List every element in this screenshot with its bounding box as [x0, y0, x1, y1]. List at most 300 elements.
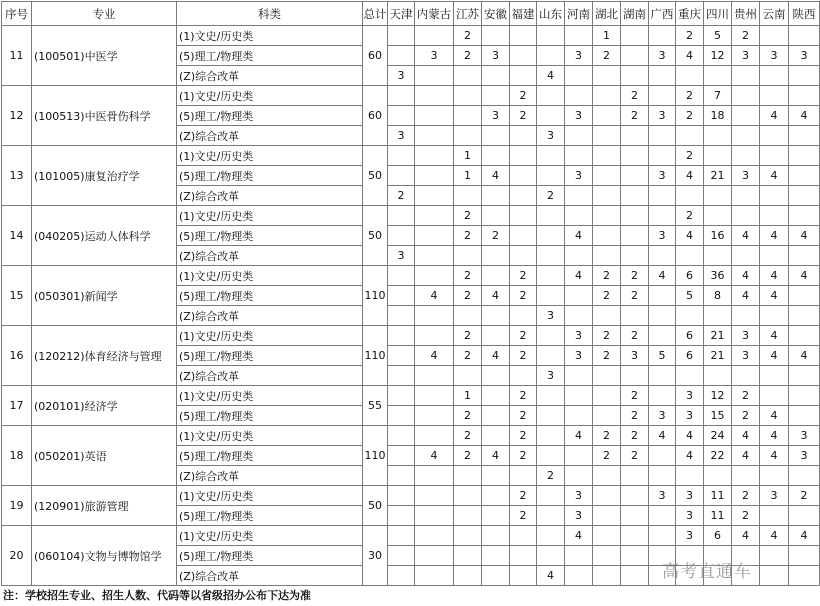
column-header: 科类 — [177, 2, 363, 26]
province-quota-cell: 2 — [510, 426, 537, 446]
province-quota-cell: 3 — [649, 486, 676, 506]
province-quota-cell: 3 — [565, 46, 593, 66]
province-quota-cell: 16 — [704, 226, 732, 246]
province-quota-cell — [621, 506, 649, 526]
table-row — [2, 486, 820, 506]
province-quota-cell: 1 — [454, 146, 482, 166]
table-row — [2, 526, 820, 546]
province-quota-cell: 2 — [593, 326, 621, 346]
province-quota-cell: 2 — [454, 446, 482, 466]
province-quota-cell — [760, 66, 789, 86]
province-quota-cell — [704, 206, 732, 226]
province-quota-cell — [388, 346, 415, 366]
province-quota-cell: 3 — [565, 486, 593, 506]
row-number: 15 — [2, 266, 32, 326]
province-quota-cell: 4 — [789, 266, 820, 286]
province-quota-cell — [593, 526, 621, 546]
province-quota-cell — [676, 186, 704, 206]
major-name: (120212)体育经济与管理 — [32, 326, 177, 386]
province-quota-cell — [565, 366, 593, 386]
province-quota-cell: 1 — [593, 26, 621, 46]
subject-category: (Z)综合改革 — [177, 306, 363, 326]
province-quota-cell — [760, 206, 789, 226]
province-quota-cell: 2 — [732, 386, 760, 406]
province-quota-cell — [593, 106, 621, 126]
province-quota-cell — [537, 106, 565, 126]
table-row — [2, 26, 820, 46]
province-quota-cell — [388, 526, 415, 546]
province-quota-cell: 2 — [454, 46, 482, 66]
province-quota-cell: 2 — [621, 386, 649, 406]
province-quota-cell: 4 — [415, 346, 454, 366]
province-quota-cell — [789, 546, 820, 566]
column-header: 总计 — [363, 2, 388, 26]
province-quota-cell — [482, 26, 510, 46]
province-quota-cell: 4 — [565, 226, 593, 246]
province-quota-cell — [510, 26, 537, 46]
province-quota-cell — [388, 166, 415, 186]
province-quota-cell: 4 — [760, 446, 789, 466]
province-quota-cell: 2 — [732, 406, 760, 426]
province-quota-cell: 22 — [704, 446, 732, 466]
province-quota-cell — [789, 26, 820, 46]
row-number: 17 — [2, 386, 32, 426]
major-name: (100501)中医学 — [32, 26, 177, 86]
province-quota-cell — [454, 566, 482, 586]
province-quota-cell: 4 — [565, 266, 593, 286]
subject-category: (5)理工/物理类 — [177, 506, 363, 526]
province-quota-cell — [482, 546, 510, 566]
province-quota-cell — [704, 366, 732, 386]
province-quota-cell — [593, 366, 621, 386]
province-quota-cell: 4 — [565, 426, 593, 446]
subject-category: (Z)综合改革 — [177, 186, 363, 206]
province-quota-cell: 3 — [649, 166, 676, 186]
province-quota-cell: 2 — [593, 346, 621, 366]
province-quota-cell — [789, 146, 820, 166]
province-quota-cell: 4 — [760, 426, 789, 446]
province-quota-cell — [760, 126, 789, 146]
province-quota-cell: 6 — [676, 346, 704, 366]
major-name: (040205)运动人体科学 — [32, 206, 177, 266]
province-quota-cell — [388, 226, 415, 246]
province-quota-cell: 2 — [676, 86, 704, 106]
province-quota-cell: 3 — [732, 326, 760, 346]
province-quota-cell: 2 — [732, 486, 760, 506]
province-quota-cell — [704, 246, 732, 266]
table-row — [2, 146, 820, 166]
province-quota-cell — [388, 206, 415, 226]
province-quota-cell — [676, 306, 704, 326]
province-quota-cell — [649, 466, 676, 486]
province-quota-cell: 11 — [704, 506, 732, 526]
province-quota-cell — [415, 306, 454, 326]
province-quota-cell — [537, 326, 565, 346]
province-quota-cell — [593, 166, 621, 186]
province-quota-cell — [388, 266, 415, 286]
province-quota-cell — [789, 386, 820, 406]
province-quota-cell — [537, 146, 565, 166]
province-quota-cell: 4 — [760, 226, 789, 246]
province-quota-cell — [388, 486, 415, 506]
province-quota-cell — [482, 266, 510, 286]
province-quota-cell — [388, 446, 415, 466]
province-quota-cell: 4 — [732, 526, 760, 546]
province-quota-cell — [760, 386, 789, 406]
province-quota-cell — [593, 506, 621, 526]
province-quota-cell: 2 — [454, 426, 482, 446]
subject-category: (5)理工/物理类 — [177, 346, 363, 366]
province-quota-cell: 4 — [732, 266, 760, 286]
province-quota-cell: 2 — [454, 286, 482, 306]
column-header: 序号 — [2, 2, 32, 26]
column-header: 山东 — [537, 2, 565, 26]
province-quota-cell: 2 — [537, 186, 565, 206]
province-quota-cell — [593, 226, 621, 246]
province-quota-cell: 4 — [789, 526, 820, 546]
subject-category: (5)理工/物理类 — [177, 546, 363, 566]
province-quota-cell — [649, 146, 676, 166]
province-quota-cell — [593, 86, 621, 106]
subject-category: (Z)综合改革 — [177, 126, 363, 146]
province-quota-cell: 4 — [482, 346, 510, 366]
province-quota-cell — [649, 366, 676, 386]
province-quota-cell: 7 — [704, 86, 732, 106]
province-quota-cell: 4 — [482, 286, 510, 306]
province-quota-cell — [565, 286, 593, 306]
province-quota-cell: 3 — [388, 126, 415, 146]
province-quota-cell — [789, 366, 820, 386]
province-quota-cell — [415, 246, 454, 266]
province-quota-cell: 21 — [704, 326, 732, 346]
province-quota-cell: 4 — [789, 346, 820, 366]
province-quota-cell: 3 — [649, 106, 676, 126]
province-quota-cell: 2 — [510, 286, 537, 306]
province-quota-cell — [565, 186, 593, 206]
province-quota-cell — [593, 186, 621, 206]
province-quota-cell — [388, 306, 415, 326]
province-quota-cell — [415, 366, 454, 386]
province-quota-cell — [565, 386, 593, 406]
province-quota-cell: 3 — [537, 366, 565, 386]
province-quota-cell: 3 — [676, 506, 704, 526]
province-quota-cell — [388, 106, 415, 126]
province-quota-cell — [415, 506, 454, 526]
province-quota-cell — [760, 186, 789, 206]
total-count: 50 — [363, 206, 388, 266]
row-number: 20 — [2, 526, 32, 586]
province-quota-cell: 4 — [760, 106, 789, 126]
subject-category: (5)理工/物理类 — [177, 406, 363, 426]
province-quota-cell — [760, 466, 789, 486]
province-quota-cell: 4 — [649, 426, 676, 446]
province-quota-cell — [593, 466, 621, 486]
column-header: 湖南 — [621, 2, 649, 26]
enrollment-plan-table — [1, 1, 820, 586]
province-quota-cell — [454, 186, 482, 206]
province-quota-cell: 3 — [676, 486, 704, 506]
province-quota-cell: 4 — [482, 166, 510, 186]
province-quota-cell: 3 — [621, 346, 649, 366]
province-quota-cell — [760, 246, 789, 266]
province-quota-cell: 3 — [565, 106, 593, 126]
province-quota-cell — [760, 566, 789, 586]
province-quota-cell — [649, 326, 676, 346]
province-quota-cell: 21 — [704, 346, 732, 366]
province-quota-cell — [593, 306, 621, 326]
subject-category: (5)理工/物理类 — [177, 226, 363, 246]
province-quota-cell — [415, 486, 454, 506]
province-quota-cell — [415, 146, 454, 166]
column-header: 福建 — [510, 2, 537, 26]
province-quota-cell: 4 — [760, 286, 789, 306]
province-quota-cell — [732, 126, 760, 146]
province-quota-cell: 4 — [760, 166, 789, 186]
province-quota-cell — [649, 206, 676, 226]
province-quota-cell — [621, 466, 649, 486]
province-quota-cell — [732, 146, 760, 166]
province-quota-cell: 4 — [732, 446, 760, 466]
province-quota-cell — [621, 126, 649, 146]
province-quota-cell: 12 — [704, 386, 732, 406]
column-header: 贵州 — [732, 2, 760, 26]
province-quota-cell — [565, 86, 593, 106]
table-header-row — [2, 2, 820, 26]
province-quota-cell — [593, 546, 621, 566]
province-quota-cell — [789, 406, 820, 426]
province-quota-cell — [732, 466, 760, 486]
province-quota-cell: 2 — [621, 106, 649, 126]
province-quota-cell — [537, 406, 565, 426]
province-quota-cell: 5 — [676, 286, 704, 306]
province-quota-cell — [565, 406, 593, 426]
province-quota-cell — [510, 206, 537, 226]
subject-category: (5)理工/物理类 — [177, 166, 363, 186]
province-quota-cell — [454, 86, 482, 106]
province-quota-cell — [676, 126, 704, 146]
province-quota-cell — [621, 66, 649, 86]
province-quota-cell: 4 — [676, 226, 704, 246]
row-number: 19 — [2, 486, 32, 526]
province-quota-cell — [454, 486, 482, 506]
province-quota-cell: 4 — [565, 526, 593, 546]
province-quota-cell: 4 — [760, 346, 789, 366]
province-quota-cell — [415, 266, 454, 286]
province-quota-cell: 4 — [676, 166, 704, 186]
province-quota-cell — [415, 426, 454, 446]
province-quota-cell: 2 — [789, 486, 820, 506]
major-name: (120901)旅游管理 — [32, 486, 177, 526]
province-quota-cell — [760, 146, 789, 166]
province-quota-cell: 2 — [593, 426, 621, 446]
province-quota-cell: 2 — [621, 326, 649, 346]
table-row — [2, 386, 820, 406]
province-quota-cell — [732, 66, 760, 86]
province-quota-cell — [415, 466, 454, 486]
province-quota-cell: 36 — [704, 266, 732, 286]
province-quota-cell — [565, 246, 593, 266]
total-count: 110 — [363, 326, 388, 386]
province-quota-cell — [510, 226, 537, 246]
province-quota-cell: 2 — [593, 46, 621, 66]
province-quota-cell — [676, 366, 704, 386]
province-quota-cell: 3 — [565, 506, 593, 526]
total-count: 60 — [363, 26, 388, 86]
province-quota-cell — [789, 306, 820, 326]
province-quota-cell: 1 — [454, 386, 482, 406]
province-quota-cell: 2 — [510, 266, 537, 286]
province-quota-cell: 4 — [537, 566, 565, 586]
province-quota-cell — [510, 566, 537, 586]
province-quota-cell — [732, 106, 760, 126]
province-quota-cell: 2 — [482, 226, 510, 246]
subject-category: (1)文史/历史类 — [177, 326, 363, 346]
subject-category: (1)文史/历史类 — [177, 26, 363, 46]
province-quota-cell: 4 — [760, 526, 789, 546]
province-quota-cell — [565, 206, 593, 226]
province-quota-cell — [388, 366, 415, 386]
province-quota-cell — [621, 486, 649, 506]
province-quota-cell — [621, 366, 649, 386]
province-quota-cell — [704, 66, 732, 86]
province-quota-cell: 3 — [732, 46, 760, 66]
province-quota-cell: 3 — [789, 46, 820, 66]
province-quota-cell: 2 — [537, 466, 565, 486]
province-quota-cell — [593, 206, 621, 226]
province-quota-cell — [454, 546, 482, 566]
province-quota-cell — [732, 306, 760, 326]
province-quota-cell: 3 — [415, 46, 454, 66]
province-quota-cell: 3 — [649, 46, 676, 66]
province-quota-cell: 3 — [676, 526, 704, 546]
province-quota-cell — [537, 526, 565, 546]
province-quota-cell — [649, 26, 676, 46]
province-quota-cell: 2 — [621, 86, 649, 106]
row-number: 14 — [2, 206, 32, 266]
province-quota-cell — [415, 546, 454, 566]
table-row — [2, 206, 820, 226]
table-row — [2, 266, 820, 286]
province-quota-cell — [454, 526, 482, 546]
province-quota-cell — [454, 306, 482, 326]
province-quota-cell: 2 — [593, 286, 621, 306]
province-quota-cell: 3 — [482, 106, 510, 126]
table-row — [2, 426, 820, 446]
province-quota-cell: 2 — [621, 426, 649, 446]
province-quota-cell — [760, 366, 789, 386]
province-quota-cell: 6 — [704, 526, 732, 546]
province-quota-cell: 2 — [510, 406, 537, 426]
province-quota-cell — [593, 386, 621, 406]
province-quota-cell — [593, 486, 621, 506]
province-quota-cell — [789, 466, 820, 486]
total-count: 110 — [363, 426, 388, 486]
province-quota-cell — [676, 466, 704, 486]
province-quota-cell — [732, 86, 760, 106]
column-header: 陕西 — [789, 2, 820, 26]
province-quota-cell — [454, 66, 482, 86]
province-quota-cell: 3 — [732, 346, 760, 366]
province-quota-cell — [482, 366, 510, 386]
province-quota-cell: 4 — [760, 326, 789, 346]
province-quota-cell — [676, 66, 704, 86]
province-quota-cell: 3 — [537, 126, 565, 146]
column-header: 四川 — [704, 2, 732, 26]
total-count: 30 — [363, 526, 388, 586]
province-quota-cell: 2 — [454, 206, 482, 226]
province-quota-cell — [454, 466, 482, 486]
province-quota-cell — [649, 446, 676, 466]
province-quota-cell — [388, 406, 415, 426]
province-quota-cell — [789, 326, 820, 346]
province-quota-cell: 2 — [676, 146, 704, 166]
province-quota-cell: 3 — [537, 306, 565, 326]
province-quota-cell: 4 — [676, 446, 704, 466]
column-header: 天津 — [388, 2, 415, 26]
province-quota-cell: 2 — [454, 26, 482, 46]
province-quota-cell — [732, 366, 760, 386]
total-count: 55 — [363, 386, 388, 426]
province-quota-cell: 3 — [388, 66, 415, 86]
province-quota-cell — [621, 146, 649, 166]
province-quota-cell — [621, 246, 649, 266]
province-quota-cell — [565, 446, 593, 466]
province-quota-cell — [415, 206, 454, 226]
province-quota-cell — [454, 246, 482, 266]
province-quota-cell: 11 — [704, 486, 732, 506]
province-quota-cell — [415, 526, 454, 546]
province-quota-cell — [482, 466, 510, 486]
province-quota-cell — [482, 326, 510, 346]
province-quota-cell — [415, 26, 454, 46]
province-quota-cell — [537, 546, 565, 566]
province-quota-cell — [789, 66, 820, 86]
province-quota-cell — [565, 546, 593, 566]
province-quota-cell — [388, 546, 415, 566]
province-quota-cell — [565, 66, 593, 86]
subject-category: (Z)综合改革 — [177, 466, 363, 486]
table-body — [2, 26, 820, 586]
table-row — [2, 86, 820, 106]
province-quota-cell: 3 — [760, 46, 789, 66]
province-quota-cell — [593, 126, 621, 146]
province-quota-cell — [510, 146, 537, 166]
subject-category: (1)文史/历史类 — [177, 426, 363, 446]
province-quota-cell: 2 — [454, 326, 482, 346]
province-quota-cell — [482, 206, 510, 226]
province-quota-cell — [482, 126, 510, 146]
province-quota-cell: 2 — [510, 486, 537, 506]
province-quota-cell: 2 — [621, 446, 649, 466]
province-quota-cell — [565, 126, 593, 146]
province-quota-cell — [510, 246, 537, 266]
province-quota-cell — [482, 86, 510, 106]
province-quota-cell — [388, 566, 415, 586]
province-quota-cell — [510, 526, 537, 546]
province-quota-cell: 3 — [789, 426, 820, 446]
province-quota-cell — [621, 186, 649, 206]
province-quota-cell: 4 — [732, 286, 760, 306]
subject-category: (5)理工/物理类 — [177, 106, 363, 126]
province-quota-cell — [789, 246, 820, 266]
row-number: 16 — [2, 326, 32, 386]
column-header: 专业 — [32, 2, 177, 26]
province-quota-cell: 2 — [510, 346, 537, 366]
province-quota-cell — [510, 306, 537, 326]
province-quota-cell — [415, 566, 454, 586]
province-quota-cell — [704, 126, 732, 146]
total-count: 50 — [363, 146, 388, 206]
